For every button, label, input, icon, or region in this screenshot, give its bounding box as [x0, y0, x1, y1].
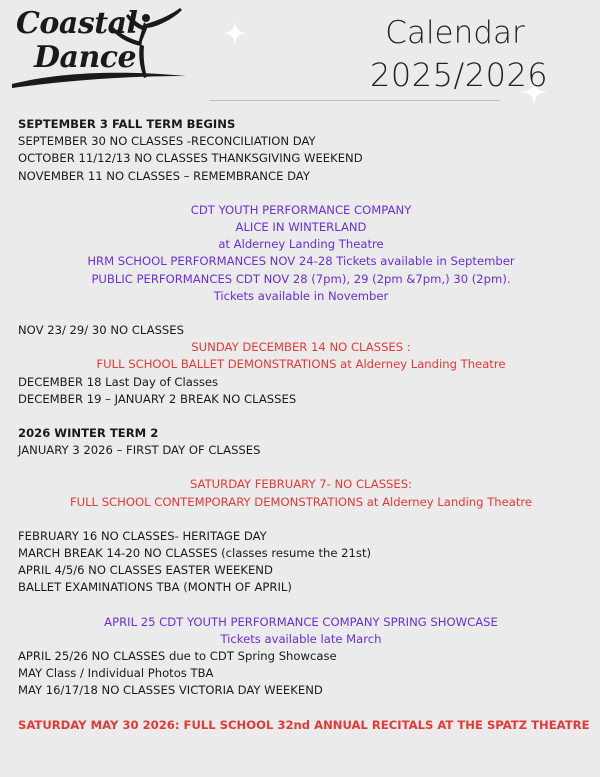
calendar-title-years: 2025/2026 — [370, 56, 549, 94]
spring-showcase-line: APRIL 25 CDT YOUTH PERFORMANCE COMPANY SPRING SHOWCASE — [104, 614, 498, 629]
calendar-title — [370, 14, 549, 98]
list-item: MAY 16/17/18 NO CLASSES VICTORIA DAY WEEKEND — [18, 683, 323, 698]
list-item: BALLET EXAMINATIONS TBA (MONTH OF APRIL) — [18, 580, 292, 595]
winter-term-heading: 2026 WINTER TERM 2 — [18, 426, 159, 441]
coastal-dance-logo — [10, 4, 190, 96]
sparkle-icon — [222, 20, 248, 46]
list-item: DECEMBER 19 – JANUARY 2 BREAK NO CLASSES — [18, 391, 297, 406]
public-performances-line: PUBLIC PERFORMANCES CDT NOV 28 (7pm), 29 (2pm &7pm,) 30 (2pm). — [91, 271, 511, 286]
performance-title-line: ALICE IN WINTERLAND — [235, 220, 367, 235]
performance-company-line: CDT YOUTH PERFORMANCE COMPANY — [190, 202, 412, 217]
list-item: MAY Class / Individual Photos TBA — [18, 666, 214, 681]
tickets-line: Tickets available in November — [213, 288, 389, 303]
logo-text-dance: Dance — [34, 40, 137, 75]
logo-text-coastal: Coastal — [16, 6, 138, 41]
title-divider — [210, 100, 500, 101]
contemporary-demo-line: FULL SCHOOL CONTEMPORARY DEMONSTRATIONS at Alderney Landing Theatre — [69, 494, 533, 509]
list-item: JANUARY 3 2026 – FIRST DAY OF CLASSES — [18, 443, 261, 458]
list-item: NOVEMBER 11 NO CLASSES – REMEMBRANCE DAY — [18, 168, 310, 183]
fall-term-heading: SEPTEMBER 3 FALL TERM BEGINS — [18, 117, 236, 131]
list-item: APRIL 25/26 NO CLASSES due to CDT Spring Showcase — [18, 649, 337, 664]
contemporary-demo-date-line: SATURDAY FEBRUARY 7- NO CLASSES: — [189, 477, 413, 492]
ballet-demo-date-line: SUNDAY DECEMBER 14 NO CLASSES : — [191, 340, 411, 355]
recital-announcement: SATURDAY MAY 30 2026: FULL SCHOOL 32nd ANNUAL RECITALS AT THE SPATZ THEATRE — [18, 717, 590, 732]
list-item: FEBRUARY 16 NO CLASSES- HERITAGE DAY — [18, 528, 267, 543]
ballet-demo-line: FULL SCHOOL BALLET DEMONSTRATIONS at Alderney Landing Theatre — [96, 357, 506, 372]
list-item: OCTOBER 11/12/13 NO CLASSES THANKSGIVING WEEKEND — [18, 151, 363, 166]
spring-tickets-line: Tickets available late March — [220, 631, 382, 646]
list-item: MARCH BREAK 14-20 NO CLASSES (classes resume the 21st) — [18, 546, 372, 561]
list-item: DECEMBER 18 Last Day of Classes — [18, 374, 219, 389]
list-item: NOV 23/ 29/ 30 NO CLASSES — [18, 323, 184, 338]
list-item: SEPTEMBER 30 NO CLASSES -RECONCILIATION DAY — [18, 134, 316, 149]
calendar-content — [18, 116, 590, 734]
performance-venue-line: at Alderney Landing Theatre — [218, 237, 384, 252]
list-item: APRIL 4/5/6 NO CLASSES EASTER WEEKEND — [18, 563, 273, 578]
school-performances-line: HRM SCHOOL PERFORMANCES NOV 24-28 Tickets available in September — [87, 254, 515, 269]
calendar-title-word: Calendar — [385, 15, 525, 51]
